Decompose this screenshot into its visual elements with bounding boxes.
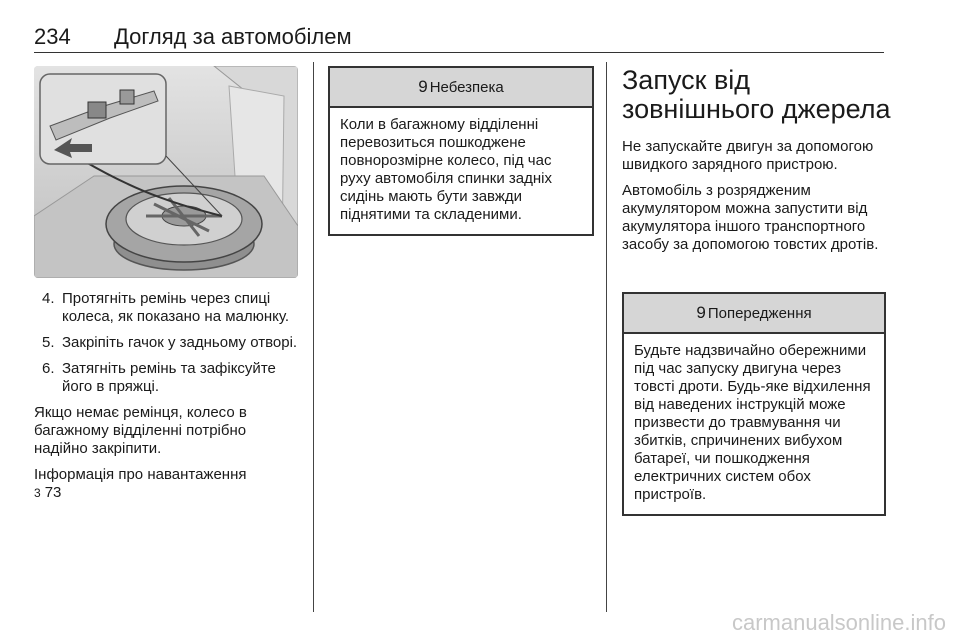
step-item (34, 360, 298, 396)
page-title: Догляд за автомобілем (114, 24, 352, 49)
warning-notice (622, 292, 886, 516)
warning-notice-header (624, 294, 884, 334)
right-text-column (622, 138, 890, 262)
step-number: 4. (42, 290, 55, 307)
jump-start-paragraph: Автомобіль з розрядженим акумулятором можна запустити від акумулятора іншого транспортного засобу за допомогою товстих дротів. (622, 182, 879, 253)
step-number: 5. (42, 334, 55, 351)
spare-wheel-strap-illustration (34, 66, 298, 278)
arrow-reference-icon: 3 (34, 486, 41, 500)
column-divider-left (313, 62, 314, 612)
no-fast-charger-paragraph: Не запускайте двигун за допомогою швидкого зарядного пристрою. (622, 138, 874, 173)
section-heading: Запуск від зовнішнього джерела (622, 65, 891, 124)
danger-notice-header (330, 68, 592, 108)
danger-notice (328, 66, 594, 236)
warning-notice-text: Будьте надзвичайно обережними під час запуску двигуна через товсті дроти. Будь-яке відхилення від наведених інструкцій може призвести до травмування чи збитків, спричинених вибухом батареї, чи пошкодження електричних систем обох пристроїв. (634, 342, 871, 503)
column-divider-right (606, 62, 607, 612)
warning-notice-title: Попередження (707, 304, 812, 322)
watermark: carmanualsonline.info (731, 610, 946, 635)
page-number: 234 (34, 24, 71, 49)
step-item (34, 290, 298, 326)
step-text: Закріпіть гачок у задньому отворі. (62, 334, 298, 351)
danger-notice-text: Коли в багажному відділенні перевозиться пошкоджене повнорозмірне колесо, під час руху автомобіля спинки задніх сидінь мають бути завжди піднятими та складеними. (340, 116, 552, 223)
warning-triangle-icon: 9 (418, 77, 428, 96)
step-number: 6. (42, 360, 55, 377)
page-header (34, 12, 884, 53)
danger-notice-title: Небезпека (429, 78, 504, 96)
load-info-text: Інформація про навантаження (34, 466, 247, 483)
load-info-reference[interactable] (34, 484, 298, 502)
reference-page-number: 73 (44, 484, 62, 501)
strap-missing-paragraph: Якщо немає ремінця, колесо в багажному відділенні потрібно надійно закріпити. (34, 404, 247, 457)
step-item (34, 334, 298, 352)
warning-triangle-icon: 9 (696, 303, 706, 322)
step-text: Затягніть ремінь та зафіксуйте його в пряжці. (62, 360, 276, 395)
left-text-column (34, 290, 298, 510)
step-text: Протягніть ремінь через спиці колеса, як показано на малюнку. (62, 290, 290, 325)
